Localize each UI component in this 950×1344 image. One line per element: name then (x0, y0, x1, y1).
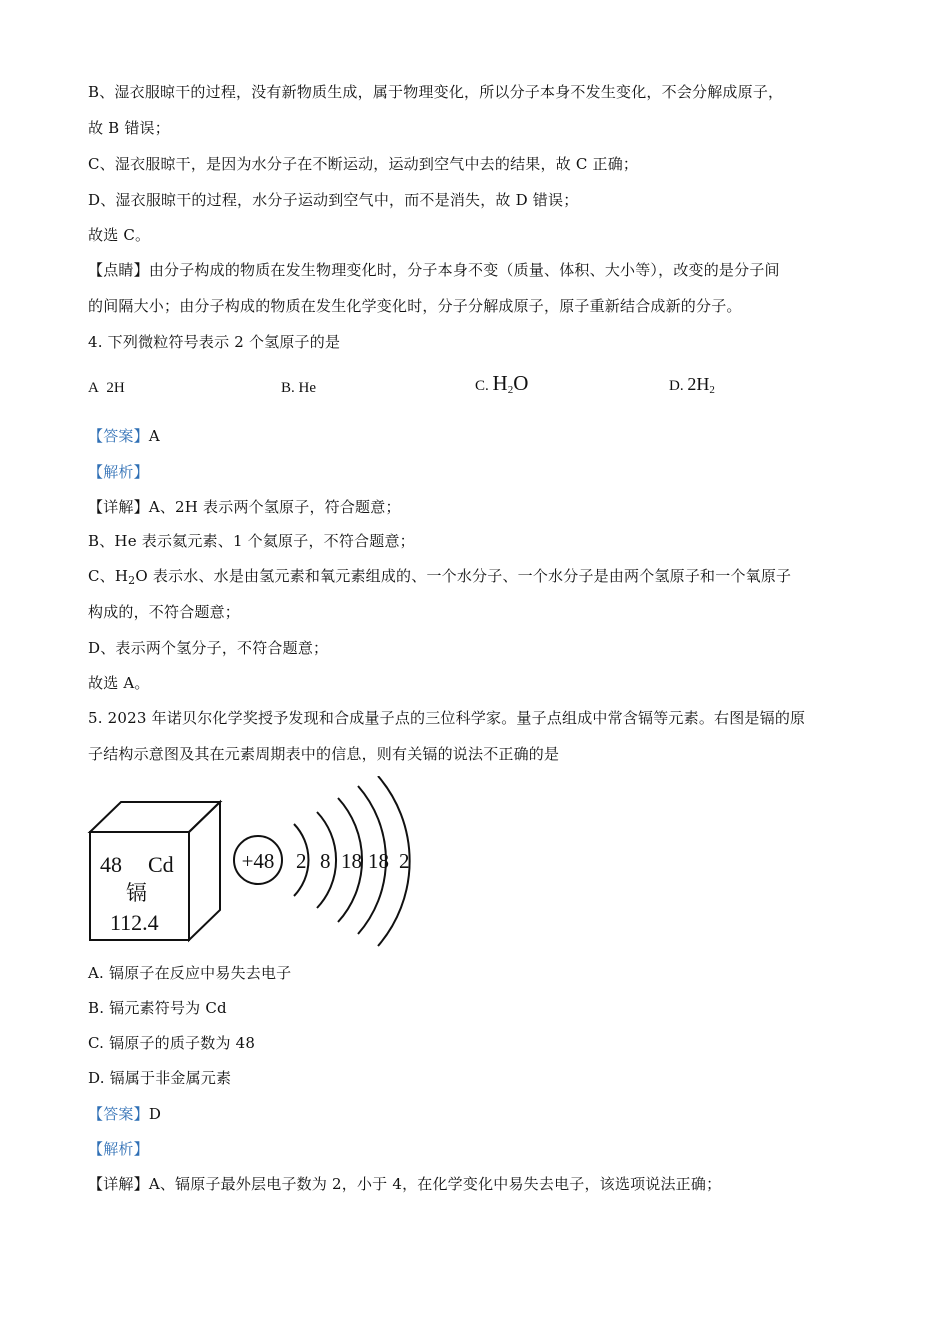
detail-tag: 【详解】 (88, 1175, 149, 1193)
option-b: B. 镉元素符号为 Cd (88, 999, 227, 1017)
question-5-stem-cont: 子结构示意图及其在元素周期表中的信息，则有关镉的说法不正确的是 (88, 745, 560, 763)
answer-row (88, 1104, 161, 1124)
answer-tag: 【答案】 (88, 1105, 149, 1123)
detail-tag: 【详解】 (88, 498, 149, 516)
option-c (475, 368, 528, 401)
option-c: C. 镉原子的质子数为 48 (88, 1034, 256, 1052)
detail-row (88, 497, 401, 517)
conclusion-text: 故选 C。 (88, 226, 151, 244)
element-name: 镉 (126, 881, 147, 905)
atomic-number: 48 (100, 852, 122, 877)
option-d-label: D. (669, 378, 684, 394)
conclusion-text: 故选 A。 (88, 674, 150, 692)
detail-d: D、表示两个氢分子，不符合题意； (88, 639, 329, 657)
option-a-label: A (88, 380, 99, 396)
formula-2h2: $2H_2$ (687, 374, 715, 396)
option-d (669, 370, 715, 400)
detail-row (88, 1174, 721, 1194)
option-a-value: 2H (106, 380, 125, 396)
shell-count: 18 (368, 849, 389, 873)
cadmium-figure (86, 776, 426, 948)
detail-text: A、2H 表示两个氢原子，符合题意； (148, 498, 401, 516)
paragraph-line: D、湿衣服晾干的过程，水分子运动到空气中，而不是消失，故 D 错误； (88, 191, 579, 209)
paragraph-line: 故 B 错误； (88, 119, 170, 137)
answer-value: D (148, 1105, 162, 1123)
shell-count: 2 (399, 849, 410, 873)
option-c-label: C. (475, 378, 489, 394)
element-symbol: Cd (148, 852, 174, 877)
tip-paragraph (88, 260, 780, 280)
tip-text: 由分子构成的物质在发生物理变化时，分子本身不变（质量、体积、大小等），改变的是分子间 (148, 261, 780, 279)
question-4-stem: 4. 下列微粒符号表示 2 个氢原子的是 (88, 333, 341, 351)
shell-count: 2 (296, 849, 307, 873)
formula-h2o: $H_2O$ (492, 371, 529, 396)
question-5-stem: 5. 2023 年诺贝尔化学奖授予发现和合成量子点的三位科学家。量子点组成中常含镉等元素。右图是镉的原 (88, 709, 806, 727)
option-a: A. 镉原子在反应中易失去电子 (88, 964, 292, 982)
nuclear-charge: +48 (241, 849, 275, 873)
detail-b: B、He 表示氦元素、1 个氦原子，不符合题意； (88, 532, 415, 550)
tip-tag: 【点睛】 (88, 261, 149, 279)
detail-text: A、镉原子最外层电子数为 2，小于 4，在化学变化中易失去电子，该选项说法正确； (148, 1175, 722, 1193)
shell-count: 8 (320, 849, 331, 873)
answer-tag: 【答案】 (88, 427, 149, 445)
answer-value: A (148, 427, 160, 445)
detail-c-cont: 构成的，不符合题意； (88, 603, 241, 621)
shell-count: 18 (341, 849, 362, 873)
paragraph-line: B、湿衣服晾干的过程，没有新物质生成，属于物理变化，所以分子本身不发生变化，不会分解成原子， (88, 83, 784, 101)
tip-paragraph-cont: 的间隔大小；由分子构成的物质在发生化学变化时，分子分解成原子，原子重新结合成新的分子。 (88, 297, 742, 315)
element-tile (90, 802, 220, 940)
analysis-tag: 【解析】 (88, 463, 149, 481)
atomic-structure (234, 776, 410, 946)
analysis-tag: 【解析】 (88, 1140, 149, 1158)
answer-row (88, 426, 160, 446)
option-b: B. He (281, 380, 316, 396)
option-a (88, 378, 125, 398)
option-d: D. 镉属于非金属元素 (88, 1069, 232, 1087)
paragraph-line: C、湿衣服晾干，是因为水分子在不断运动，运动到空气中去的结果，故 C 正确； (88, 155, 639, 173)
detail-c: C、$H_2O$ 表示水、水是由氢元素和氧元素组成的、一个水分子、一个水分子是由两个氢原子和一个氧原子 (88, 567, 792, 587)
atomic-mass: 112.4 (110, 910, 159, 935)
